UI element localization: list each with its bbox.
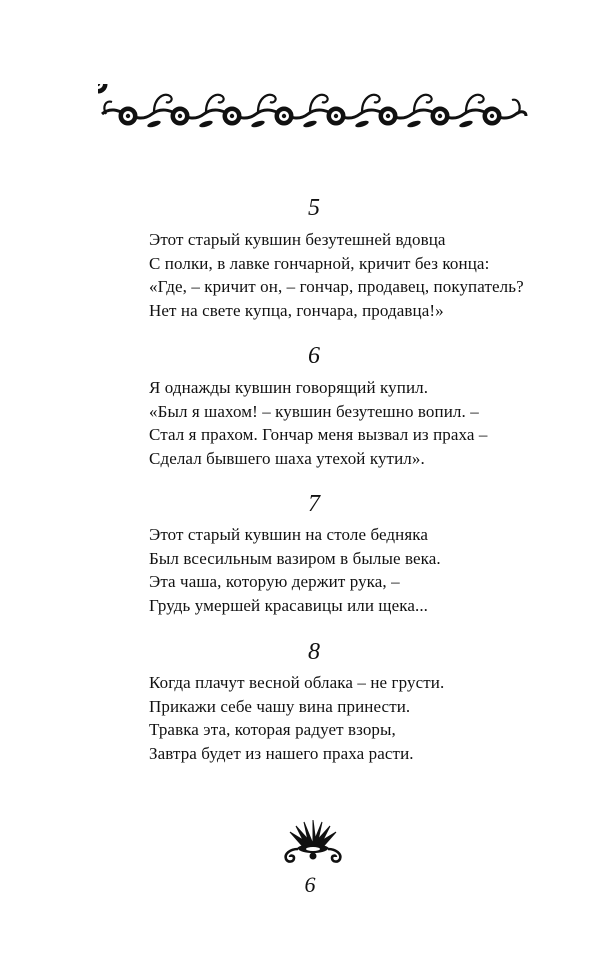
verse-line: Этот старый кувшин безутешней вдовца [149, 230, 446, 249]
verse-line: Прикажи себе чашу вина принести. [149, 696, 411, 716]
verse-line: Этот старый кувшин на столе бедняка [149, 525, 429, 544]
verse-line: Сделал бывшего шаха утехой кутил». [149, 448, 425, 468]
verse-line: Завтра будет из нашего праха расти. [149, 743, 414, 763]
stanza [149, 523, 569, 617]
scroll-vine-ornament-icon [98, 84, 528, 136]
stanza [149, 376, 569, 470]
verse-line: Нет на свете купца, гончара, продавца!» [149, 300, 444, 320]
verse-line: Грудь умершей красавицы или щека... [149, 595, 429, 615]
verse-line: С полки, в лавке гончарной, кричит без конца: [149, 253, 490, 273]
verse-line: Был всесильным вазиром в былые века. [149, 548, 441, 568]
verse-line: «Где, – кричит он, – гончар, продавец, покупатель? [149, 277, 524, 296]
stanza [149, 228, 569, 322]
verse-line: Я однажды кувшин говорящий купил. [149, 378, 429, 397]
verse-line: «Был я шахом! – кувшин безутешно вопил. – [149, 401, 479, 421]
stanza [149, 671, 569, 765]
verse-line: Когда плачут весной облака – не грусти. [149, 673, 445, 692]
verse-line: Стал я прахом. Гончар меня вызвал из праха – [149, 425, 488, 444]
stanza-number: 5 [308, 195, 320, 221]
palmette-ornament-icon [282, 818, 344, 864]
stanza-number: 6 [308, 343, 320, 369]
page-number: 6 [304, 872, 316, 897]
stanza-number: 8 [308, 639, 320, 665]
stanza-number: 7 [308, 491, 320, 517]
verse-line: Эта чаша, которую держит рука, – [149, 572, 400, 591]
verse-line: Травка эта, которая радует взоры, [149, 720, 396, 739]
